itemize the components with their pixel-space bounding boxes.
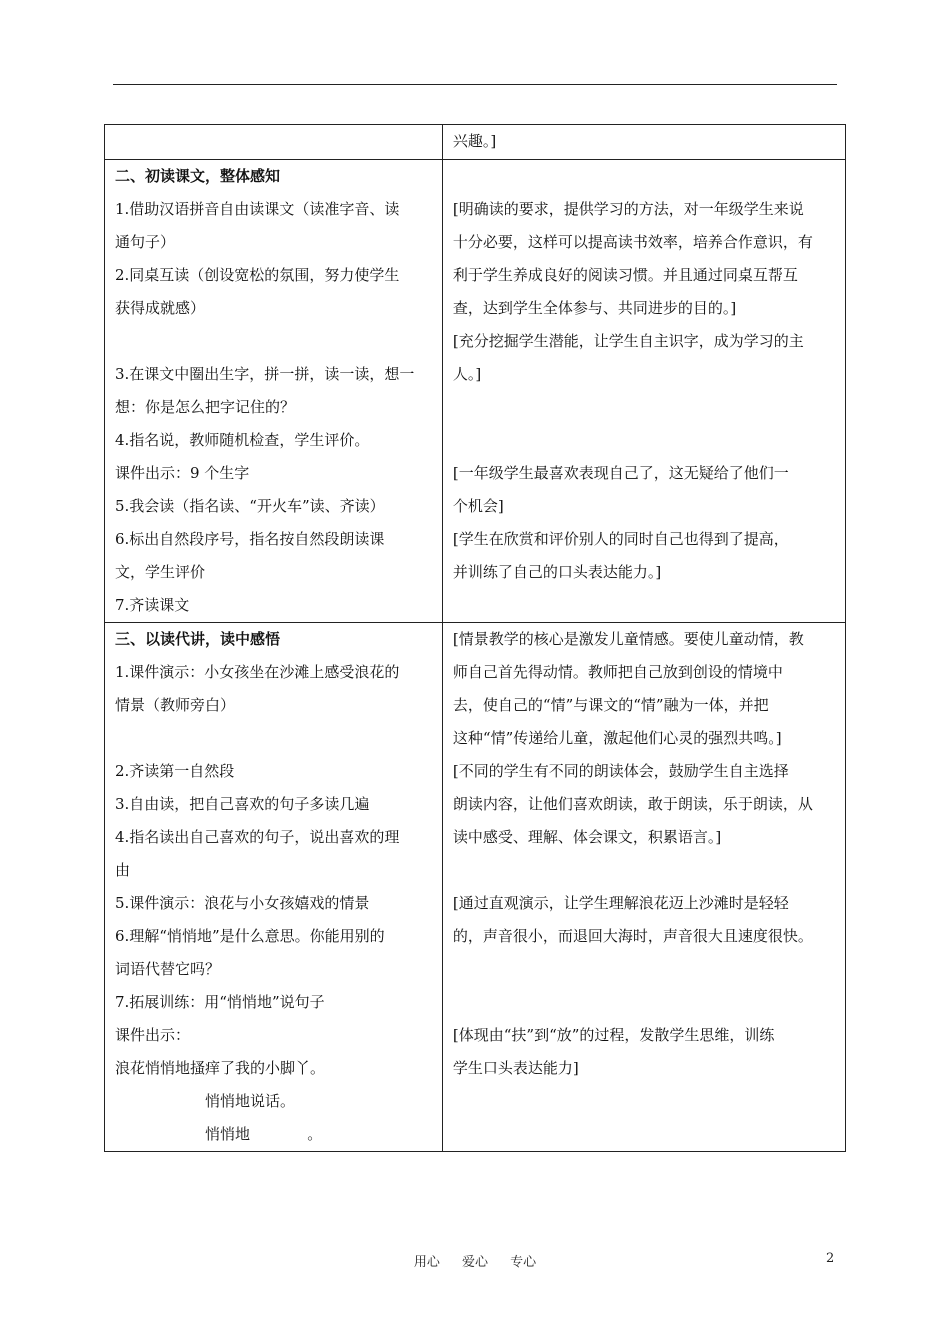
lesson-plan-table xyxy=(104,124,846,1152)
text-line: 7.齐读课文 xyxy=(115,596,190,614)
text-line: [情景教学的核心是激发儿童情感。要使儿童动情，教 xyxy=(452,630,804,648)
text-line: 1.课件演示：小女孩坐在沙滩上感受浪花的 xyxy=(115,663,400,681)
row1-right-cell xyxy=(442,160,845,623)
row2-indented-lines xyxy=(115,1085,436,1151)
table-row xyxy=(105,623,846,1152)
text-line: 悄悄地 。 xyxy=(205,1125,323,1143)
blank-line xyxy=(453,986,839,1019)
table-row xyxy=(105,125,846,160)
text-line: 十分必要，这样可以提高读书效率，培养合作意识，有 xyxy=(452,233,813,251)
text-line: [明确读的要求，提供学习的方法，对一年级学生来说 xyxy=(452,200,804,218)
text-line: [充分挖掘学生潜能，让学生自主识字，成为学习的主 xyxy=(452,332,804,350)
text-line: 1.借助汉语拼音自由读课文（读准字音、读 xyxy=(115,200,400,218)
text-line: 6.理解“悄悄地”是什么意思。你能用别的 xyxy=(115,927,385,945)
header-rule xyxy=(113,84,837,85)
text-line: 悄悄地说话。 xyxy=(205,1092,296,1110)
text-line: 学生口头表达能力] xyxy=(452,1059,579,1077)
text-line: 通句子） xyxy=(115,233,176,251)
text-line: 6.标出自然段序号，指名按自然段朗读课 xyxy=(115,530,385,548)
text-line: 词语代替它吗？ xyxy=(115,960,221,978)
text-line: 这种“情”传递给儿童，激起他们心灵的强烈共鸣。] xyxy=(452,729,782,747)
row1-left-lines xyxy=(115,193,436,622)
row2-left-cell xyxy=(105,623,443,1152)
text-line: 文，学生评价 xyxy=(115,563,206,581)
text-line: 人。] xyxy=(452,365,482,383)
blank-line xyxy=(453,160,839,193)
blank-line xyxy=(453,424,839,457)
text-line: 利于学生养成良好的阅读习惯。并且通过同桌互帮互 xyxy=(452,266,798,284)
text-line: [一年级学生最喜欢表现自己了，这无疑给了他们一 xyxy=(452,464,789,482)
text-line: 课件出示： xyxy=(115,1026,191,1044)
blank-line xyxy=(115,722,436,755)
row0-right-text: 兴趣。] xyxy=(452,132,497,150)
text-line: 4.指名说，教师随机检查，学生评价。 xyxy=(115,431,370,449)
text-line: 3.在课文中圈出生字，拼一拼，读一读，想一 xyxy=(115,365,415,383)
section-heading: 二、初读课文，整体感知 xyxy=(115,167,281,185)
blank-line xyxy=(115,325,436,358)
text-line: [体现由“扶”到“放”的过程，发散学生思维，训练 xyxy=(452,1026,775,1044)
text-line: 的，声音很小，而退回大海时，声音很大且速度很快。 xyxy=(452,927,813,945)
text-line: 去，使自己的“情”与课文的“情”融为一体，并把 xyxy=(452,696,769,714)
row2-left-lines xyxy=(115,656,436,1085)
text-line: [通过直观演示，让学生理解浪花迈上沙滩时是轻轻 xyxy=(452,894,789,912)
text-line: 读中感受、理解、体会课文，积累语言。] xyxy=(452,828,722,846)
row1-right-lines xyxy=(453,160,839,589)
row2-right-lines xyxy=(453,623,839,1085)
text-line: [不同的学生有不同的朗读体会，鼓励学生自主选择 xyxy=(452,762,789,780)
text-line: 7.拓展训练：用“悄悄地”说句子 xyxy=(115,993,325,1011)
text-line: 3.自由读，把自己喜欢的句子多读几遍 xyxy=(115,795,370,813)
footer-item: 用心 xyxy=(413,1255,440,1270)
row1-left-cell xyxy=(105,160,443,623)
table-row xyxy=(105,160,846,623)
text-line: [学生在欣赏和评价别人的同时自己也得到了提高， xyxy=(452,530,789,548)
row0-left-cell xyxy=(105,125,443,160)
text-line: 4.指名读出自己喜欢的句子，说出喜欢的理 xyxy=(115,828,400,846)
page-number: 2 xyxy=(826,1251,835,1266)
row0-right-cell xyxy=(442,125,845,160)
text-line: 获得成就感） xyxy=(115,299,206,317)
text-line: 师自己首先得动情。教师把自己放到创设的情境中 xyxy=(452,663,783,681)
text-line: 个机会] xyxy=(452,497,504,515)
text-line: 朗读内容，让他们喜欢朗读，敢于朗读，乐于朗读，从 xyxy=(452,795,813,813)
footer-motto xyxy=(0,1251,950,1270)
text-line: 2.齐读第一自然段 xyxy=(115,762,235,780)
blank-line xyxy=(453,854,839,887)
text-line: 想：你是怎么把字记住的？ xyxy=(115,398,296,416)
text-line: 由 xyxy=(115,861,131,879)
text-line: 并训练了自己的口头表达能力。] xyxy=(452,563,662,581)
text-line: 5.课件演示：浪花与小女孩嬉戏的情景 xyxy=(115,894,370,912)
section-heading: 三、以读代讲，读中感悟 xyxy=(115,630,281,648)
text-line: 浪花悄悄地搔痒了我的小脚丫。 xyxy=(115,1059,326,1077)
text-line: 课件出示：9 个生字 xyxy=(115,464,250,482)
footer-item: 爱心 xyxy=(461,1255,488,1270)
text-line: 情景（教师旁白） xyxy=(115,696,236,714)
text-line: 2.同桌互读（创设宽松的氛围，努力使学生 xyxy=(115,266,400,284)
text-line: 5.我会读（指名读、“开火车”读、齐读） xyxy=(115,497,385,515)
text-line: 查，达到学生全体参与、共同进步的目的。] xyxy=(452,299,737,317)
blank-line xyxy=(453,953,839,986)
row2-right-cell xyxy=(442,623,845,1152)
blank-line xyxy=(453,391,839,424)
footer-item: 专心 xyxy=(510,1255,537,1270)
